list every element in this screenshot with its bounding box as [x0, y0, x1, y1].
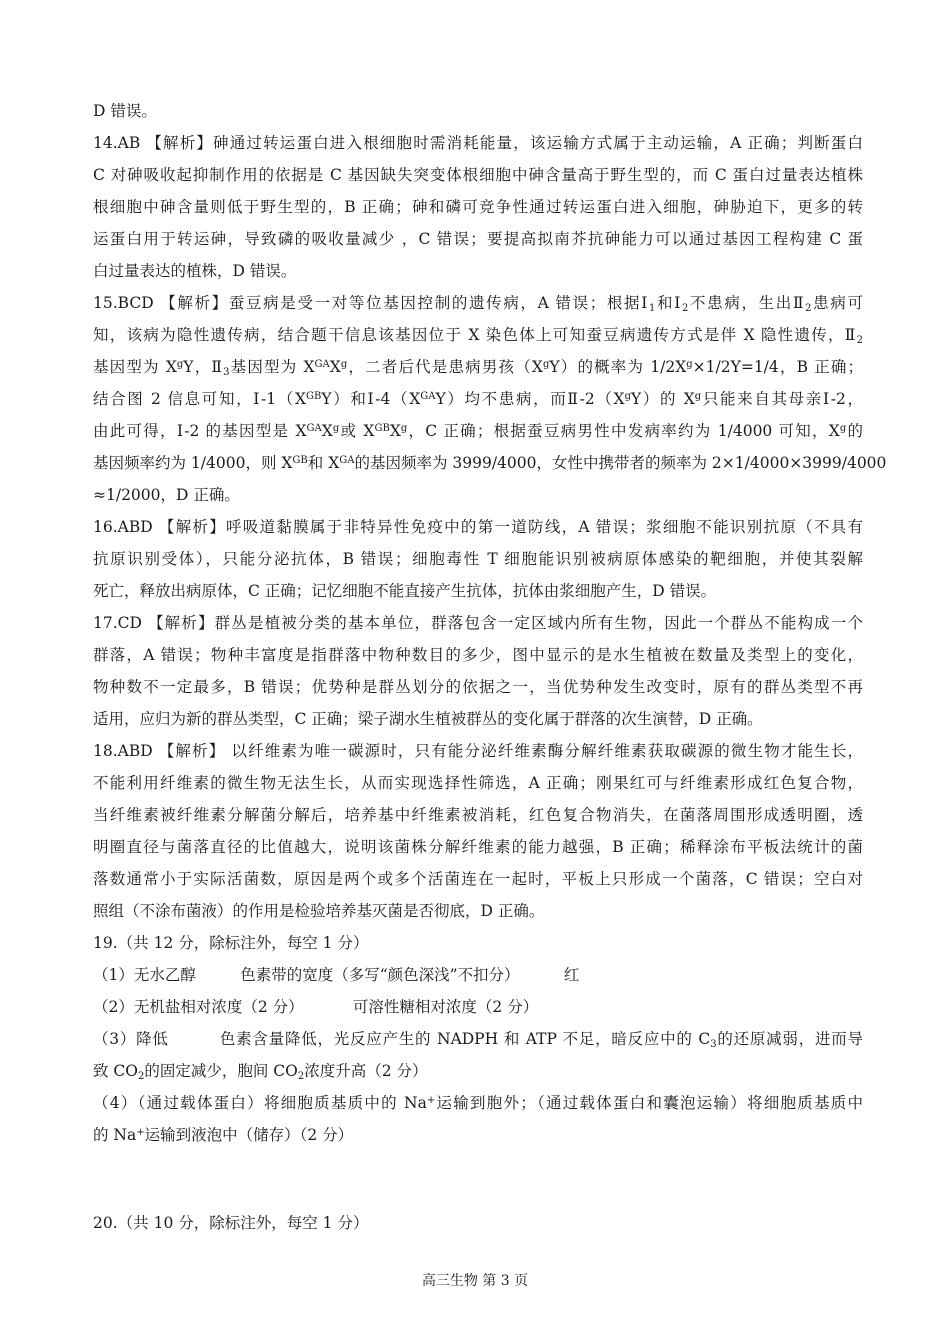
text-line: 15.BCD 【解析】蚕豆病是受一对等位基因控制的遗传病，A 错误；根据$Ⅰ_1$和$Ⅰ_2$不患病，生出$Ⅱ_2$患病可: [93, 294, 863, 314]
text-line: C 对砷吸收起抑制作用的依据是 C 基因缺失突变体根细胞中砷含量高于野生型的，而 C 蛋白过量表达植株: [93, 166, 863, 184]
text-line: 致 $CO_2$的固定减少，胞间 $CO_2$浓度升高（2 分）: [93, 1062, 428, 1082]
text-line: 基因频率约为 1/4000，则 $X^{GB}$和 $X^{GA}$的基因频率为 3999/4000，女性中携带者的频率为 2×1/4000×3999/4000: [93, 454, 887, 472]
text-line: 运蛋白用于转运砷，导致磷的吸收量减少 ，C 错误；要提高拟南芥抗砷能力可以通过基因工程构建 C 蛋: [93, 230, 863, 248]
text-line: ≈1/2000，D 正确。: [93, 486, 240, 504]
text-line: 死亡，释放出病原体，C 正确；记忆细胞不能直接产生抗体，抗体由浆细胞产生，D 错误。: [93, 582, 717, 600]
text-line: 由此可得，Ⅰ-2 的基因型是 $X^{GA}X^g$或 $X^{GB}X^g$，C 正确；根据蚕豆病男性中发病率约为 1/4000 可知，$X^g$的: [93, 422, 863, 440]
text-line: 20.（共 10 分，除标注外，每空 1 分）: [93, 1214, 369, 1232]
text-line: （4）（通过载体蛋白）将细胞质基质中的 Na+运输到胞外；（通过载体蛋白和囊泡运输）将细胞质基质中: [93, 1094, 863, 1112]
text-line: D 错误。: [93, 102, 157, 120]
text-line: 14.AB 【解析】砷通过转运蛋白进入根细胞时需消耗能量，该运输方式属于主动运输，A 正确；判断蛋白: [93, 134, 863, 152]
text-line: 19.（共 12 分，除标注外，每空 1 分）: [93, 934, 369, 952]
text-line: 18.ABD 【解析】 以纤维素为唯一碳源时，只有能分泌纤维素酶分解纤维素获取碳源的微生物才能生长，: [93, 742, 863, 760]
text-line: 适用，应归为新的群丛类型，C 正确；梁子湖水生植被群丛的变化属于群落的次生演替，D 正确。: [93, 710, 763, 728]
page-footer: 高三生物 第 3 页: [421, 1273, 529, 1289]
text-line: 结合图 2 信息可知，$Ⅰ-1(X^{GB}Y)$和$Ⅰ-4(X^{GA}Y)$均不患病，而$Ⅱ-2(X^gY)$的 $X^g$只能来自其母亲Ⅰ-2，: [93, 390, 863, 408]
text-line: 16.ABD 【解析】呼吸道黏膜属于非特异性免疫中的第一道防线，A 错误；浆细胞不能识别抗原（不具有: [93, 518, 863, 536]
text-line: 当纤维素被纤维素分解菌分解后，培养基中纤维素被消耗，红色复合物消失，在菌落周围形成透明圈，透: [93, 806, 863, 824]
text-line: 基因型为 $X^gY$，$Ⅱ_3$基因型为 $X^{GA}X^g$，二者后代是患病男孩$(X^gY)$的概率为 $1/2X^g\times 1/2Y=1/4$，B 正确；: [93, 358, 863, 378]
text-line: 的 Na+运输到液泡中（储存）（2 分）: [93, 1126, 354, 1144]
text-line: 明圈直径与菌落直径的比值越大，说明该菌株分解纤维素的能力越强，B 正确；稀释涂布平板法统计的菌: [93, 838, 863, 856]
text-line: 群落，A 错误；物种丰富度是指群落中物种数目的多少，图中显示的是水生植被在数量及类型上的变化，: [93, 646, 863, 664]
text-line: 不能利用纤维素的微生物无法生长，从而实现选择性筛选，A 正确；刚果红可与纤维素形成红色复合物，: [93, 774, 863, 792]
text-line: 照组（不涂布菌液）的作用是检验培养基灭菌是否彻底，D 正确。: [93, 902, 545, 920]
text-line: 根细胞中砷含量则低于野生型的，B 正确；砷和磷可竞争性通过转运蛋白进入细胞，砷胁迫下，更多的转: [93, 198, 863, 216]
text-line: 白过量表达的植株，D 错误。: [93, 262, 297, 280]
text-line: （3）降低 色素含量降低，光反应产生的 NADPH 和 ATP 不足，暗反应中的 $C_3$的还原减弱，进而导: [93, 1030, 863, 1050]
text-line: 抗原识别受体），只能分泌抗体，B 错误；细胞毒性 T 细胞能识别被病原体感染的靶细胞，并使其裂解: [93, 550, 863, 568]
text-line: 落数通常小于实际活菌数，原因是两个或多个活菌连在一起时，平板上只形成一个菌落，C 错误；空白对: [93, 870, 863, 888]
text-line: 物种数不一定最多，B 错误；优势种是群丛划分的依据之一，当优势种发生改变时，原有的群丛类型不再: [93, 678, 863, 696]
text-line: 知，该病为隐性遗传病，结合题干信息该基因位于 X 染色体上可知蚕豆病遗传方式是伴 X 隐性遗传，$Ⅱ_2$: [93, 326, 863, 346]
text-line: （2）无机盐相对浓度（2 分） 可溶性糖相对浓度（2 分）: [93, 998, 539, 1016]
text-line: （1）无水乙醇 色素带的宽度（多写“颜色深浅”不扣分） 红: [93, 966, 580, 984]
text-line: 17.CD 【解析】群丛是植被分类的基本单位，群落包含一定区域内所有生物，因此一个群丛不能构成一个: [93, 614, 863, 632]
